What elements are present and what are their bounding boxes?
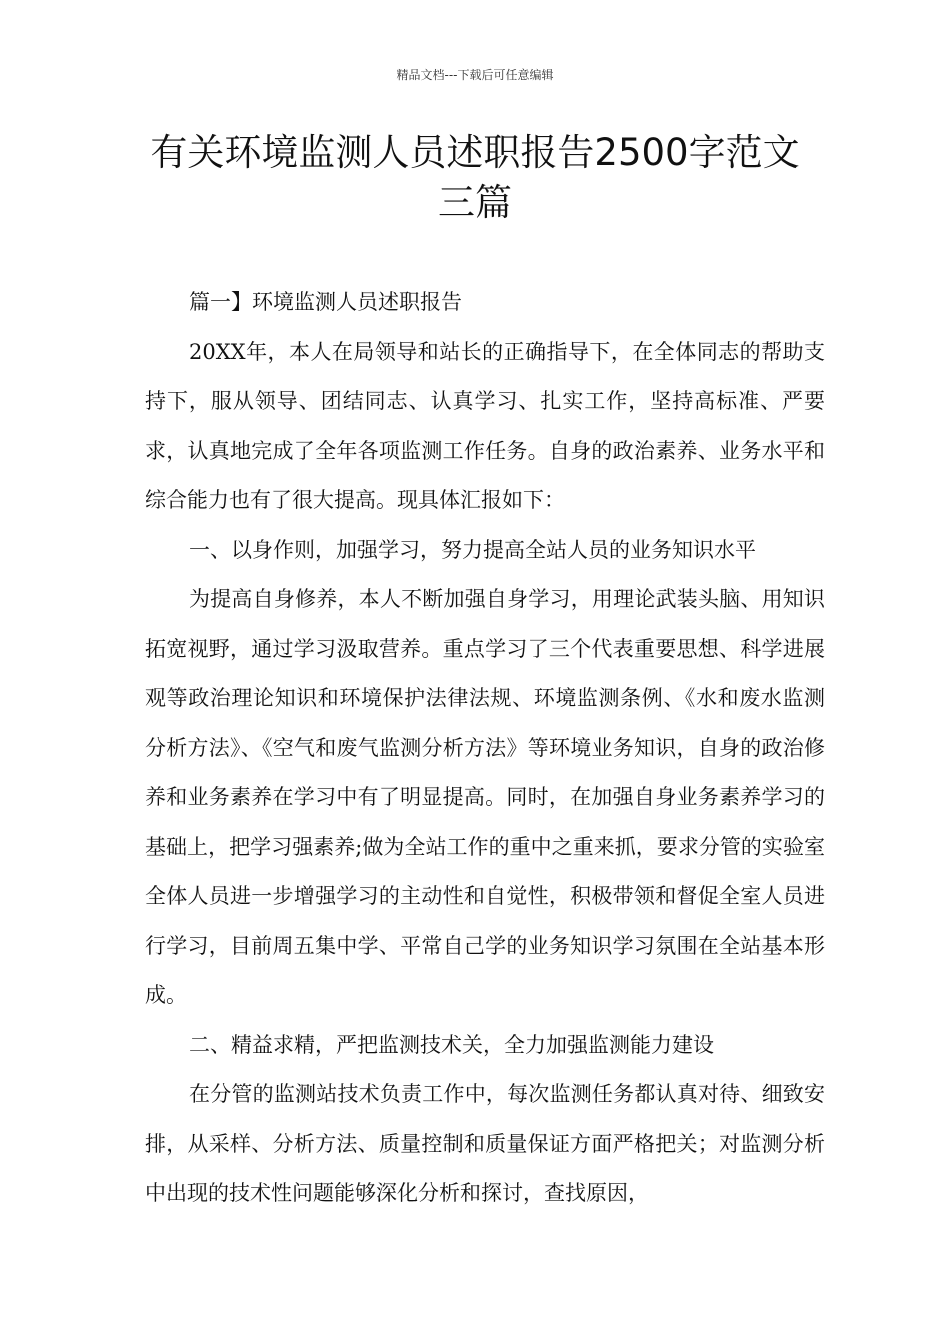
section-heading-1: 篇一】环境监测人员述职报告 [189, 290, 462, 314]
subsection-heading-2: 二、精益求精，严把监测技术关，全力加强监测能力建设 [189, 1032, 714, 1057]
body-paragraph: 在分管的监测站技术负责工作中，每次监测任务都认真对待、细致安排，从采样、分析方法、质量控制和质量保证方面严格把关；对监测分析中出现的技术性问题能够深化分析和探讨，查找原因， [145, 1082, 825, 1205]
document-title: 有关环境监测人员述职报告2500字范文三篇 [150, 131, 800, 224]
subsection-heading-1: 一、以身作则，加强学习，努力提高全站人员的业务知识水平 [189, 537, 756, 562]
body-paragraph: 20XX年，本人在局领导和站长的正确指导下，在全体同志的帮助支持下，服从领导、团结同志、认真学习、扎实工作，坚持高标准、严要求，认真地完成了全年各项监测工作任务。自身的政治素养、业务水平和综合能力也有了很大提高。现具体汇报如下： [145, 339, 825, 512]
page-header: 精品文档---下载后可任意编辑 [396, 68, 554, 82]
document-body [145, 278, 825, 1219]
body-paragraph: 为提高自身修养，本人不断加强自身学习，用理论武装头脑、用知识拓宽视野，通过学习汲取营养。重点学习了三个代表重要思想、科学进展观等政治理论知识和环境保护法律法规、环境监测条例、《水和废水监测分析方法》、《空气和废气监测分析方法》等环境业务知识，自身的政治修养和业务素养在学习中有了明显提高。同时，在加强自身业务素养学习的基础上，把学习强素养;做为全站工作的重中之重来抓，要求分管的实验室全体人员进一步增强学习的主动性和自觉性，积极带领和督促全室人员进行学习，目前周五集中学、平常自己学的业务知识学习氛围在全站基本形成。 [145, 587, 825, 1007]
